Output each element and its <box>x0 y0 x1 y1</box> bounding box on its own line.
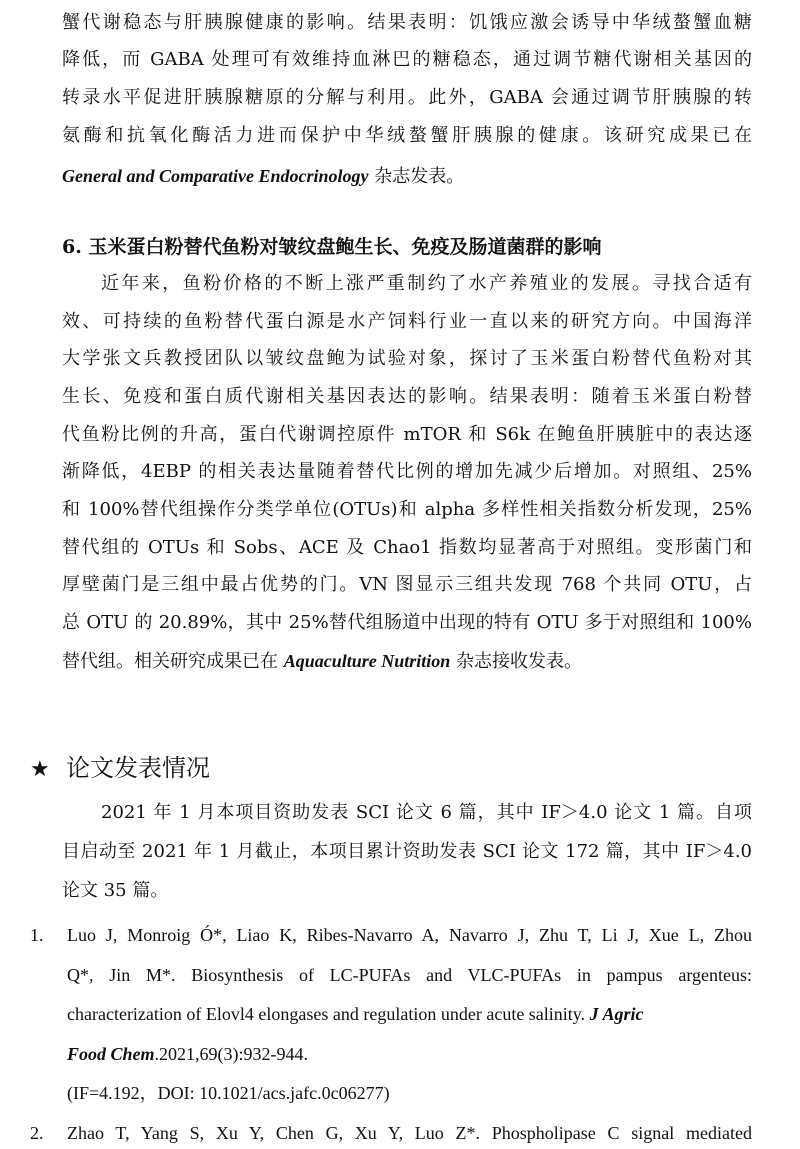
reference-line: Zhao T, Yang S, Xu Y, Chen G, Xu Y, Luo Z*. Phospholipase C signal mediated <box>67 1123 752 1143</box>
reference-line <box>67 1000 752 1028</box>
paragraph-line: 生长、免疫和蛋白质代谢相关基因表达的影响。结果表明：随着玉米蛋白粉替 <box>62 386 752 407</box>
paragraph-line <box>62 647 752 675</box>
paragraph-line: 效、可持续的鱼粉替代蛋白源是水产饲料行业一直以来的研究方向。中国海洋 <box>62 311 752 332</box>
paragraph-line: 代鱼粉比例的升高，蛋白代谢调控原件 mTOR 和 S6k 在鲍鱼肝胰脏中的表达逐 <box>62 424 752 445</box>
paragraph-line: 替代组的 OTUs 和 Sobs、ACE 及 Chao1 指数均显著高于对照组。变形菌门和 <box>62 537 752 558</box>
paragraph-line: 蟹代谢稳态与肝胰腺健康的影响。结果表明：饥饿应激会诱导中华绒螯蟹血糖 <box>62 12 752 33</box>
journal-name: J Agric <box>589 1004 644 1024</box>
summary-line: 2021 年 1 月本项目资助发表 SCI 论文 6 篇，其中 IF＞4.0 论文 1 篇。自项 <box>101 802 752 823</box>
reference-text: characterization of Elovl4 elongases and regulation under acute salinity. <box>67 1004 590 1024</box>
reference-line: Luo J, Monroig Ó*, Liao K, Ribes-Navarro A, Navarro J, Zhu T, Li J, Xue L, Zhou <box>67 925 752 945</box>
paragraph-line <box>62 162 752 190</box>
journal-name: Food Chem <box>67 1044 155 1064</box>
paragraph-line: 近年来，鱼粉价格的不断上涨严重制约了水产养殖业的发展。寻找合适有 <box>101 273 752 294</box>
reference-line: (IF=4.192，DOI: 10.1021/acs.jafc.0c06277) <box>67 1083 390 1103</box>
reference-line: Q*, Jin M*. Biosynthesis of LC-PUFAs and VLC-PUFAs in pampus argenteus: <box>67 965 752 985</box>
paragraph-line: 降低，而 GABA 处理可有效维持血淋巴的糖稳态，通过调节糖代谢相关基因的 <box>62 49 752 70</box>
paragraph-text: 替代组。相关研究成果已在 <box>62 651 284 672</box>
paragraph-line: 转录水平促进肝胰腺糖原的分解与利用。此外，GABA 会通过调节肝胰腺的转 <box>62 87 752 108</box>
publications-heading <box>30 752 210 786</box>
reference-number: 2. <box>30 1123 44 1143</box>
paragraph-line: 渐降低，4EBP 的相关表达量随着替代比例的增加先减少后增加。对照组、25% <box>62 461 752 482</box>
paragraph-line: 和 100%替代组操作分类学单位(OTUs)和 alpha 多样性相关指数分析发现，25% <box>62 499 752 520</box>
summary-line: 论文 35 篇。 <box>62 880 169 901</box>
paragraph-line: 大学张文兵教授团队以皱纹盘鲍为试验对象，探讨了玉米蛋白粉替代鱼粉对其 <box>62 348 752 369</box>
reference-text: .2021,69(3):932-944. <box>154 1044 308 1064</box>
summary-line: 目启动至 2021 年 1 月截止，本项目累计资助发表 SCI 论文 172 篇，其中 IF＞4.0 <box>62 841 752 862</box>
journal-name: General and Comparative Endocrinology <box>62 166 369 186</box>
reference-line <box>67 1040 752 1068</box>
section-heading: 6. 玉米蛋白粉替代鱼粉对皱纹盘鲍生长、免疫及肠道菌群的影响 <box>62 236 602 258</box>
star-icon: ★ <box>30 757 50 782</box>
paragraph-line: 总 OTU 的 20.89%，其中 25%替代组肠道中出现的特有 OTU 多于对照组和 100% <box>62 612 752 633</box>
paragraph-text: 杂志发表。 <box>368 166 465 187</box>
journal-name: Aquaculture Nutrition <box>283 651 451 671</box>
paragraph-line: 厚壁菌门是三组中最占优势的门。VN 图显示三组共发现 768 个共同 OTU，占 <box>62 574 752 595</box>
paragraph-text: 杂志接收发表。 <box>450 651 583 672</box>
paragraph-line: 氨酶和抗氧化酶活力进而保护中华绒螯蟹肝胰腺的健康。该研究成果已在 <box>62 125 752 146</box>
heading-text: 论文发表情况 <box>66 754 210 782</box>
reference-number: 1. <box>30 925 44 945</box>
